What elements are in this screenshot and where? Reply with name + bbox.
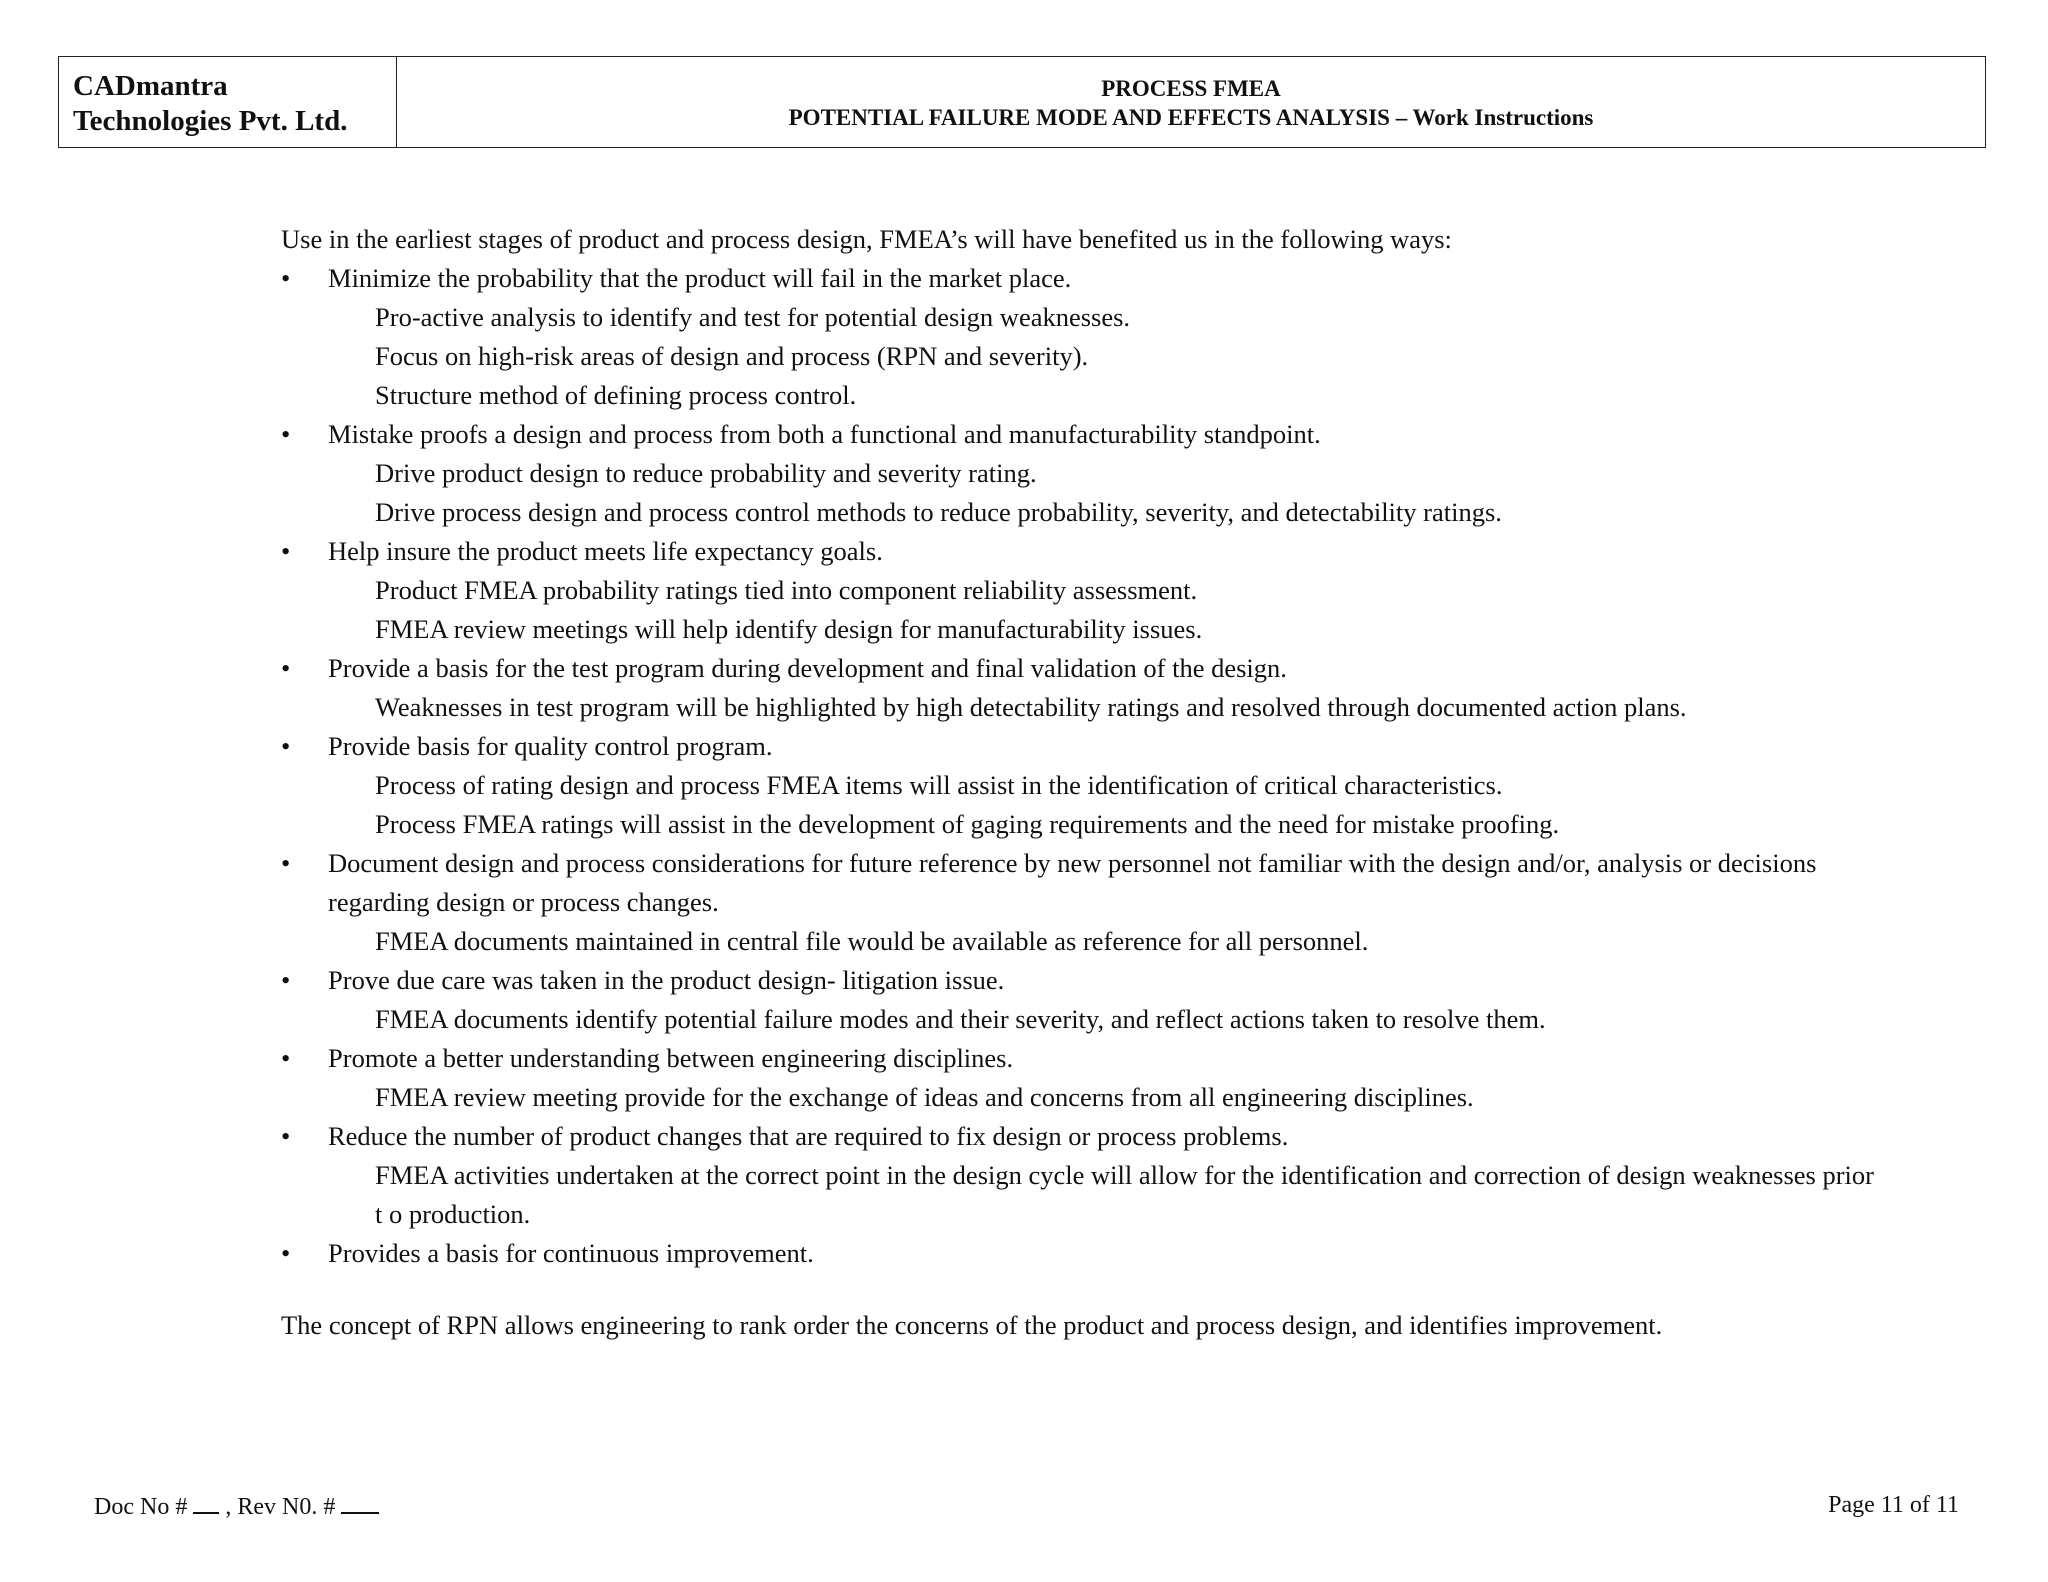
sub-item: Structure method of defining process control.	[375, 380, 857, 410]
bullet-text: Provide a basis for the test program during development and final validation of the design.	[328, 653, 1287, 683]
bullet-item	[281, 649, 1981, 688]
sub-item: Focus on high-risk areas of design and process (RPN and severity).	[375, 341, 1089, 371]
intro-paragraph: Use in the earliest stages of product and process design, FMEA’s will have benefited us in the following ways:	[281, 224, 1452, 254]
sub-item: Drive process design and process control methods to reduce probability, severity, and detectability ratings.	[375, 497, 1502, 527]
bullet-text: Provides a basis for continuous improvement.	[328, 1238, 814, 1268]
sub-item: FMEA review meetings will help identify design for manufacturability issues.	[375, 614, 1203, 644]
footer-doc-number	[94, 1492, 379, 1521]
bullet-item	[281, 727, 1981, 766]
bullet-icon: •	[281, 1121, 291, 1151]
bullet-icon: •	[281, 1238, 291, 1268]
sub-item: FMEA documents maintained in central file would be available as reference for all personnel.	[375, 926, 1369, 956]
company-name-line2: Technologies Pvt. Ltd.	[73, 105, 348, 137]
document-body	[281, 220, 1981, 1345]
sub-item-line1: FMEA activities undertaken at the correct point in the design cycle will allow for the identification and correction of design weaknesses prior	[375, 1160, 1874, 1190]
bullet-text-line2: regarding design or process changes.	[328, 887, 719, 917]
bullet-text: Reduce the number of product changes that are required to fix design or process problems.	[328, 1121, 1289, 1151]
document-title-line2: POTENTIAL FAILURE MODE AND EFFECTS ANALYSIS – Work Instructions	[788, 105, 1594, 130]
document-title-line1: PROCESS FMEA	[1101, 76, 1281, 101]
doc-number-label: Doc No #	[94, 1494, 188, 1520]
bullet-item	[281, 1117, 1981, 1156]
bullet-text: Mistake proofs a design and process from both a functional and manufacturability standpoint.	[328, 419, 1321, 449]
document-title	[397, 57, 1985, 147]
bullet-icon: •	[281, 653, 291, 683]
sub-item: FMEA documents identify potential failure modes and their severity, and reflect actions taken to resolve them.	[375, 1004, 1546, 1034]
sub-item: Process of rating design and process FMEA items will assist in the identification of critical characteristics.	[375, 770, 1503, 800]
sub-item-line2: t o production.	[375, 1199, 531, 1229]
rev-number-label: , Rev N0. #	[225, 1494, 336, 1520]
bullet-icon: •	[281, 1043, 291, 1073]
sub-item: Weaknesses in test program will be highlighted by high detectability ratings and resolved through documented action plans.	[375, 692, 1687, 722]
sub-item: FMEA review meeting provide for the exchange of ideas and concerns from all engineering disciplines.	[375, 1082, 1474, 1112]
bullet-item	[281, 844, 1981, 922]
bullet-item	[281, 259, 1981, 298]
rev-number-blank	[341, 1492, 379, 1514]
page-number: Page 11 of 11	[1828, 1492, 1959, 1518]
bullet-icon: •	[281, 536, 291, 566]
bullet-text: Minimize the probability that the product will fail in the market place.	[328, 263, 1072, 293]
bullet-item	[281, 415, 1981, 454]
bullet-item	[281, 961, 1981, 1000]
bullet-item	[281, 532, 1981, 571]
sub-item	[281, 1156, 2048, 1234]
bullet-icon: •	[281, 731, 291, 761]
bullet-icon: •	[281, 419, 291, 449]
bullet-item	[281, 1234, 1981, 1273]
sub-item: Process FMEA ratings will assist in the development of gaging requirements and the need for mistake proofing.	[375, 809, 1560, 839]
company-name-line1: CADmantra	[73, 70, 228, 102]
bullet-text: Prove due care was taken in the product design- litigation issue.	[328, 965, 1005, 995]
company-name	[59, 57, 397, 147]
document-header	[58, 56, 1986, 148]
bullet-text-line1: Document design and process considerations for future reference by new personnel not familiar with the design and/or, analysis or decisions	[328, 848, 1817, 878]
closing-paragraph: The concept of RPN allows engineering to rank order the concerns of the product and process design, and identifies improvement.	[281, 1310, 1663, 1340]
sub-item: Drive product design to reduce probability and severity rating.	[375, 458, 1037, 488]
bullet-icon: •	[281, 263, 291, 293]
bullet-text: Provide basis for quality control program.	[328, 731, 773, 761]
sub-item: Pro-active analysis to identify and test for potential design weaknesses.	[375, 302, 1131, 332]
doc-number-blank	[193, 1492, 219, 1514]
bullet-text: Help insure the product meets life expectancy goals.	[328, 536, 883, 566]
bullet-item	[281, 1039, 1981, 1078]
bullet-icon: •	[281, 848, 291, 878]
bullet-icon: •	[281, 965, 291, 995]
bullet-text: Promote a better understanding between engineering disciplines.	[328, 1043, 1014, 1073]
sub-item: Product FMEA probability ratings tied into component reliability assessment.	[375, 575, 1198, 605]
